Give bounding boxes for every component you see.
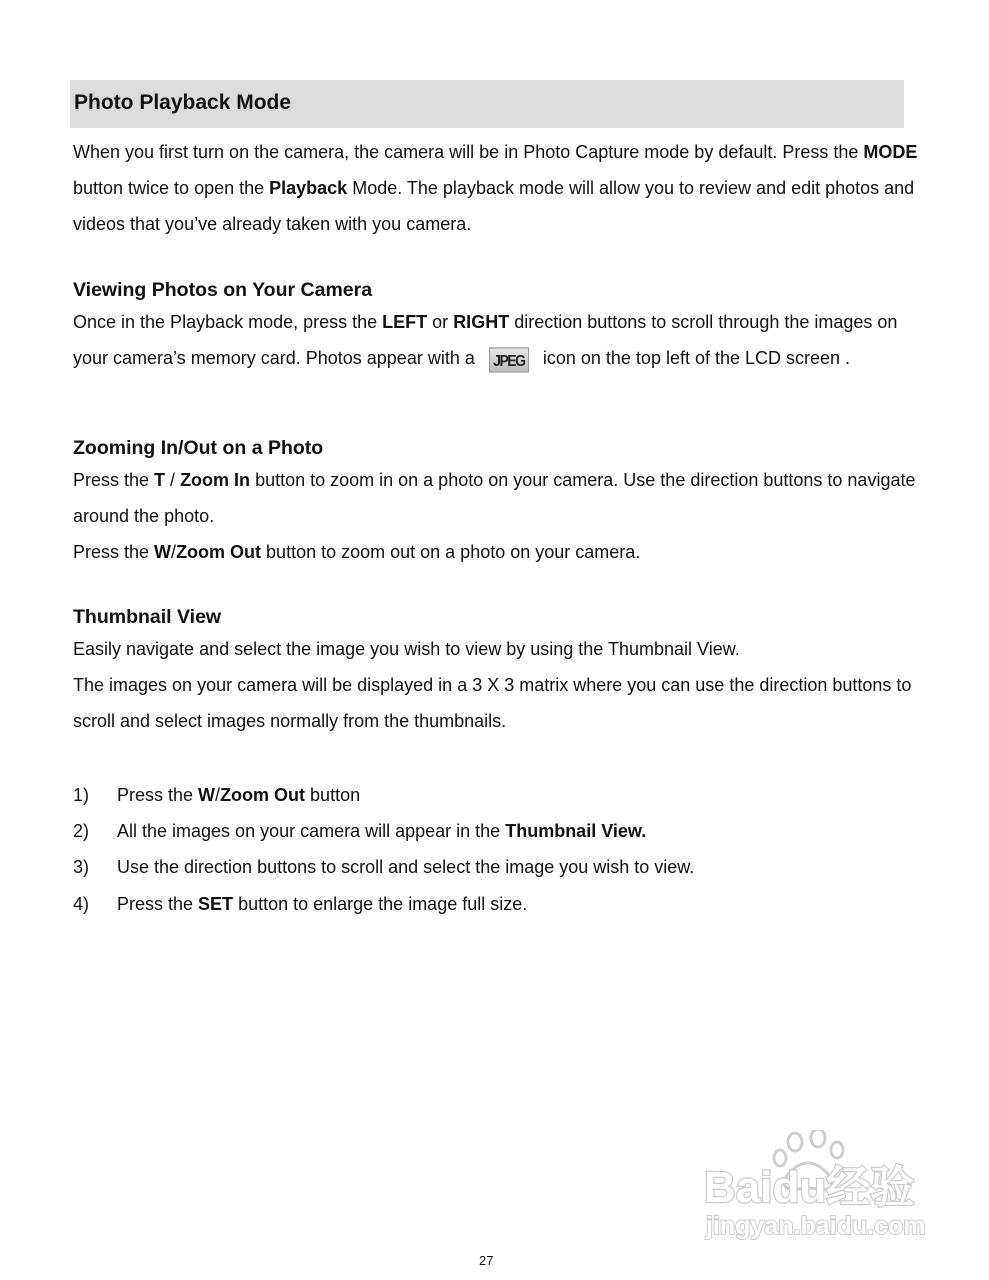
list-number: 4) xyxy=(73,894,90,914)
viewing-paragraph: Once in the Playback mode, press the LEFT or RIGHT direction buttons to scroll through the images on your camera’s memory card. Photos appear with a JPEG icon on the top left of the LCD screen . xyxy=(73,304,918,376)
jpeg-icon: JPEG xyxy=(489,347,529,372)
thumbnail-heading: Thumbnail View xyxy=(73,606,222,628)
zoom-in-paragraph: Press the T / Zoom In button to zoom in on a photo on your camera. Use the direction buttons to navigate around the photo. xyxy=(73,470,916,526)
list-text: Press the W/Zoom Out button xyxy=(117,785,361,805)
watermark-brand: Baidu经验 xyxy=(704,1163,915,1212)
watermark-url: jingyan.baidu.com xyxy=(706,1212,926,1240)
page-number: 27 xyxy=(479,1253,494,1268)
list-number: 1) xyxy=(73,785,90,805)
intro-paragraph: When you first turn on the camera, the camera will be in Photo Capture mode by default. Press the MODE button twice to open the Playback Mode. The playback mode will allow you to review and edit photos and videos that you’ve already taken with you camera. xyxy=(73,142,918,234)
list-text: All the images on your camera will appear in the Thumbnail View. xyxy=(117,821,647,841)
list-text: Press the SET button to enlarge the image full size. xyxy=(117,894,528,914)
thumbnail-paragraph-2: The images on your camera will be displayed in a 3 X 3 matrix where you can use the direction buttons to scroll and select images normally from the thumbnails. xyxy=(73,675,912,731)
thumbnail-paragraph-1: Easily navigate and select the image you wish to view by using the Thumbnail View. xyxy=(73,639,740,659)
list-number: 2) xyxy=(73,821,90,841)
viewing-heading: Viewing Photos on Your Camera xyxy=(73,279,373,301)
baidu-jingyan-watermark xyxy=(700,1130,932,1245)
list-text: Use the direction buttons to scroll and select the image you wish to view. xyxy=(117,857,695,877)
zoom-out-paragraph: Press the W/Zoom Out button to zoom out on a photo on your camera. xyxy=(73,542,641,562)
zoom-heading: Zooming In/Out on a Photo xyxy=(73,437,324,459)
list-number: 3) xyxy=(73,857,90,877)
page-title: Photo Playback Mode xyxy=(70,80,904,128)
